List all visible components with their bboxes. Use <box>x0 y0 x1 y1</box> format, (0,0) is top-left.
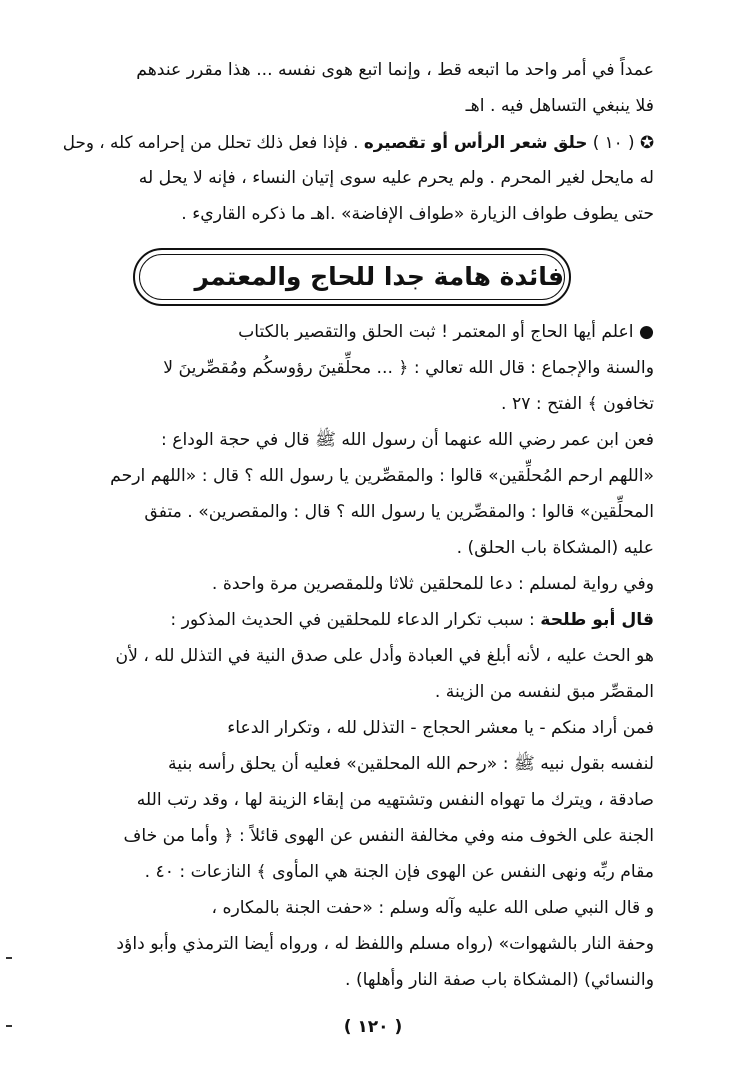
text-line: وفي رواية لمسلم : دعا للمحلقين ثلاثا وللمقصرين مرة واحدة . <box>211 574 654 594</box>
star-marker-icon: ✪ <box>639 132 654 152</box>
item-heading: حلق شعر الرأس أو تقصيره <box>363 132 588 152</box>
text-line: لنفسه بقول نبيه ﷺ : «رحم الله المحلقين» فعليه أن يحلق رأسه بنية <box>168 754 654 774</box>
text-line: فمن أراد منكم - يا معشر الحجاج - التذلل لله ، وتكرار الدعاء <box>227 718 654 738</box>
title-outer-frame <box>133 248 571 306</box>
text-line: المحلِّقين» قالوا : والمقصِّرين يا رسول الله ؟ قال : والمقصرين» . متفق <box>144 502 654 522</box>
text-line: والنسائي) (المشكاة باب صفة النار وأهلها) . <box>345 970 654 990</box>
text-line: وحفة النار بالشهوات» (رواه مسلم واللفظ له ، ورواه أيضا الترمذي وأبو داؤد <box>116 934 654 954</box>
text-line: تخافون ﴾ الفتح : ٢٧ . <box>501 394 654 414</box>
text-line: المقصِّر مبق لنفسه من الزينة . <box>434 682 654 702</box>
page-number: ( ١٢٠ ) <box>343 1017 403 1037</box>
text-line <box>50 124 654 160</box>
paragraph-5 <box>50 710 654 890</box>
item-10-paragraph <box>50 124 654 232</box>
text-line: و قال النبي صلى الله عليه وآله وسلم : «حفت الجنة بالمكاره ، <box>211 898 654 918</box>
text-line-content: : سبب تكرار الدعاء للمحلقين في الحديث المذكور : <box>170 610 535 630</box>
text-line: صادقة ، ويترك ما تهواه النفس وتشتهيه من إبقاء الزينة لها ، وقد رتب الله <box>136 790 654 810</box>
continuation-paragraph <box>50 52 654 124</box>
text-line: عمداً في أمر واحد ما اتبعه قط ، وإنما اتبع هوى نفسه ... هذا مقرر عندهم <box>136 60 654 80</box>
text-line: مقام ربِّه ونهى النفس عن الهوى فإن الجنة هي المأوى ﴾ النازعات : ٤٠ . <box>144 862 654 882</box>
margin-scan-mark <box>6 957 12 959</box>
text-line: فعن ابن عمر رضي الله عنهما أن رسول الله ﷺ قال في حجة الوداع : <box>161 430 654 450</box>
text-line: عليه (المشكاة باب الحلق) . <box>456 538 654 558</box>
section-title: فائدة هامة جدا للحاج والمعتمر <box>139 254 565 300</box>
paragraph-6 <box>50 890 654 998</box>
paragraph-1 <box>50 314 654 422</box>
paragraph-4 <box>50 602 654 710</box>
text-line-content: اعلم أيها الحاج أو المعتمر ! ثبت الحلق والتقصير بالكتاب <box>238 322 634 342</box>
text-line: الجنة على الخوف منه وفي مخالفة النفس عن الهوى قائلاً : ﴿ وأما من خاف <box>123 826 654 846</box>
text-line: له مايحل لغير المحرم . ولم يحرم عليه سوى إتيان النساء ، فإنه لا يحل له <box>138 168 654 188</box>
section-title-box <box>50 248 654 306</box>
text-line: حتى يطوف طواف الزيارة «طواف الإفاضة» .اهـ ما ذكره القاريء . <box>181 204 654 224</box>
text-line: والسنة والإجماع : قال الله تعالي : ﴿ ... محلِّقينَ رؤوسكُم ومُقصِّرينَ لا <box>163 358 654 378</box>
bullet-icon: ● <box>639 322 654 342</box>
paragraph-2 <box>50 422 654 566</box>
speaker-name: قال أبو طلحة <box>540 610 654 630</box>
text-line: «اللهم ارحم المُحلِّقين» قالوا : والمقصِّرين يا رسول الله ؟ قال : «اللهم ارحم <box>110 466 654 486</box>
text-line: فلا ينبغي التساهل فيه . اهـ <box>465 96 654 116</box>
text-line: هو الحث عليه ، لأنه أبلغ في العبادة وأدل على صدق النية في التذلل لله ، لأن <box>115 646 654 666</box>
text-line <box>50 314 654 350</box>
page-body <box>50 52 654 998</box>
text-line <box>50 602 654 638</box>
paragraph-3 <box>50 566 654 602</box>
item-number: ( ١٠ ) <box>592 132 635 152</box>
item-text: . فإذا فعل ذلك تحلل من إحرامه كله ، وحل <box>62 132 359 152</box>
